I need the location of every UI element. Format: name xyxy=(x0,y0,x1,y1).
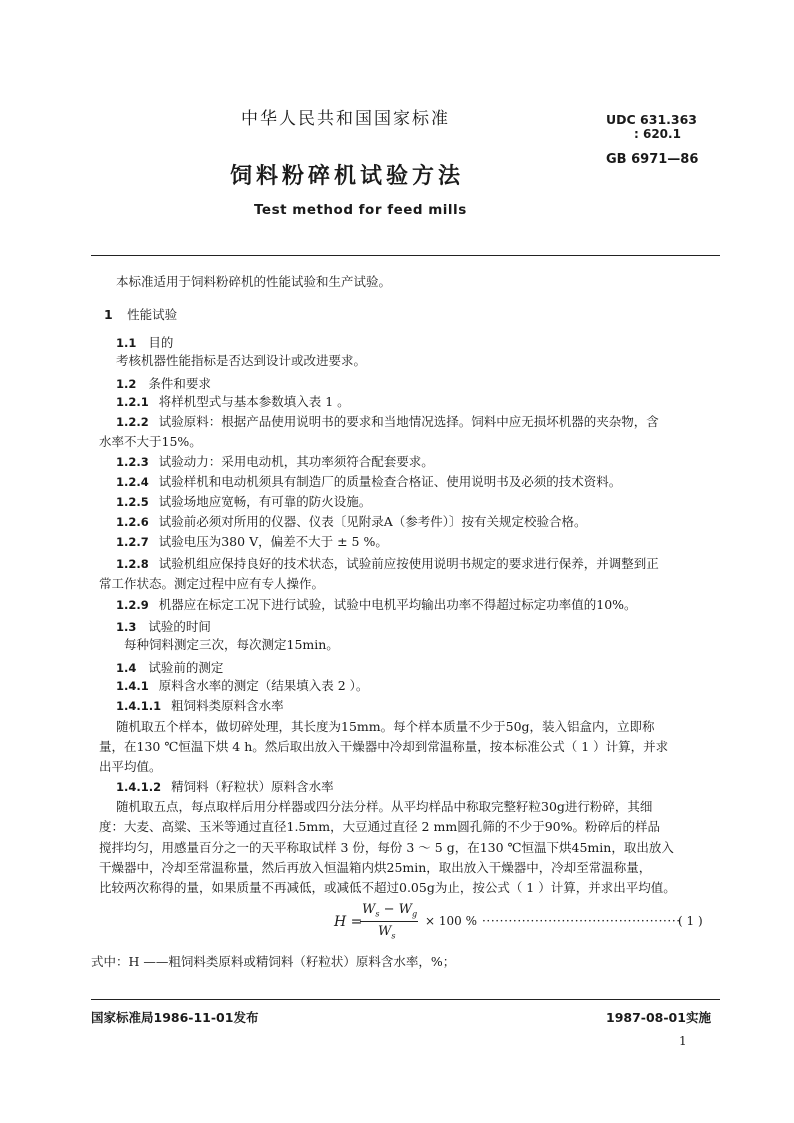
section-1-number: 1 xyxy=(104,307,113,322)
section-1-4-number: 1.4 xyxy=(116,661,137,675)
effective-date: 1987-08-01实施 xyxy=(606,1010,711,1025)
clause-text: 试验电压为380 V，偏差不大于 ± 5 %。 xyxy=(158,534,388,549)
clause-1-2-2-continued: 水率不大于15%。 xyxy=(99,434,202,449)
section-1-3-body: 每种饲料测定三次，每次测定15min。 xyxy=(124,637,339,652)
clause-number: 1.2.1 xyxy=(116,395,149,409)
formula-equation-number: ( 1 ) xyxy=(678,914,703,928)
document-title-en: Test method for feed mills xyxy=(254,202,467,218)
formula-minus: − xyxy=(383,902,395,917)
gb-number: GB 6971—86 xyxy=(606,152,699,167)
intro-text: 本标准适用于饲料粉碎机的性能试验和生产试验。 xyxy=(116,274,392,289)
clause-number: 1.2.8 xyxy=(116,557,149,571)
udc-code-line2: : 620.1 xyxy=(634,127,681,141)
clause-1-2-8-continued: 常工作状态。测定过程中应有专人操作。 xyxy=(99,576,325,591)
section-1-3-title: 试验的时间 xyxy=(148,619,211,634)
paragraph-line: 度：大麦、高粱、玉米等通过直径1.5mm，大豆通过直径 2 mm圆孔筛的不少于90%。粉碎后的样品 xyxy=(99,819,660,834)
clause-1-2-8 xyxy=(116,556,659,572)
paragraph-line: 随机取五个样本，做切碎处理，其长度为15mm。每个样本质量不少于50g，装入铝盒内，立即称 xyxy=(116,719,655,734)
clause-1-2-4 xyxy=(116,474,621,490)
clause-text: 试验场地应宽畅，有可靠的防火设施。 xyxy=(158,494,372,509)
issued-by-date: 国家标准局1986-11-01发布 xyxy=(91,1010,259,1025)
clause-number: 1.2.5 xyxy=(116,495,149,509)
clause-number: 1.4.1.1 xyxy=(116,699,162,713)
clause-number: 1.2.9 xyxy=(116,598,149,612)
section-1-1-title: 目的 xyxy=(148,335,174,350)
section-1-3-heading xyxy=(116,617,211,635)
document-title-cn: 饲料粉碎机试验方法 xyxy=(230,164,465,189)
section-1-4-title: 试验前的测定 xyxy=(148,660,224,675)
section-1-heading xyxy=(104,305,177,323)
clause-text: 机器应在标定工况下进行试验，试验中电机平均输出功率不得超过标定功率值的10%。 xyxy=(158,597,637,612)
clause-1-2-9 xyxy=(116,597,637,613)
section-1-1-body: 考核机器性能指标是否达到设计或改进要求。 xyxy=(116,353,367,368)
paragraph-line: 随机取五点，每点取样后用分样器或四分法分样。从平均样品中称取完整籽粒30g进行粉碎，其细 xyxy=(116,799,653,814)
paragraph-line: 干燥器中，冷却至常温称量，然后再放入恒温箱内烘25min，取出放入干燥器中，冷却至常温称量， xyxy=(99,860,652,875)
paragraph-line: 出平均值。 xyxy=(99,759,162,774)
footer-rule xyxy=(91,999,720,1000)
paragraph-line: 比较两次称得的量，如果质量不再减低，或减低不超过0.05g为止，按公式（ 1 ）计算，并求出平均值。 xyxy=(99,880,676,895)
clause-text: 将样机型式与基本参数填入表 1 。 xyxy=(158,394,350,409)
udc-code-line1: UDC 631.363 xyxy=(606,112,697,127)
clause-text: 原料含水率的测定（结果填入表 2 ）。 xyxy=(158,678,369,693)
section-1-2-number: 1.2 xyxy=(116,377,137,391)
formula-var-ws-den: W xyxy=(378,924,392,939)
formula-var-wg: W xyxy=(398,902,413,917)
header-rule xyxy=(91,255,720,256)
formula-var-ws: W xyxy=(362,902,376,917)
section-1-title: 性能试验 xyxy=(127,307,178,322)
clause-1-2-1 xyxy=(116,394,350,410)
clause-number: 1.2.2 xyxy=(116,415,149,429)
clause-title: 粗饲料类原料含水率 xyxy=(171,698,284,713)
clause-text: 试验机组应保持良好的技术状态，试验前应按使用说明书规定的要求进行保养，并调整到正 xyxy=(158,556,659,571)
clause-1-2-2 xyxy=(116,414,659,430)
clause-1-2-5 xyxy=(116,494,371,510)
clause-number: 1.4.1 xyxy=(116,679,149,693)
section-1-2-title: 条件和要求 xyxy=(148,376,211,391)
paragraph-line: 搅拌均匀，用感量百分之一的天平称取试样 3 份，每份 3 ～ 5 g，在130 ℃恒温下烘45min，取出放入 xyxy=(99,840,674,855)
section-1-3-number: 1.3 xyxy=(116,620,137,634)
section-1-2-heading xyxy=(116,374,211,392)
clause-number: 1.2.3 xyxy=(116,455,149,469)
formula-sub-g: g xyxy=(412,909,418,919)
section-1-1-number: 1.1 xyxy=(116,336,137,350)
formula-where-clause: 式中：H ——粗饲料类原料或精饲料（籽粒状）原料含水率，%； xyxy=(91,954,456,969)
clause-number: 1.2.6 xyxy=(116,515,149,529)
formula-sub-s: s xyxy=(375,909,380,919)
clause-title: 精饲料（籽粒状）原料含水率 xyxy=(171,779,334,794)
clause-number: 1.2.4 xyxy=(116,475,149,489)
clause-1-2-6 xyxy=(116,514,587,530)
clause-1-4-1 xyxy=(116,678,368,694)
section-1-4-heading xyxy=(116,658,223,676)
section-1-1-heading xyxy=(116,333,173,351)
formula-numerator xyxy=(362,902,417,919)
clause-1-2-7 xyxy=(116,534,388,550)
clause-number: 1.4.1.2 xyxy=(116,780,162,794)
clause-text: 试验原料：根据产品使用说明书的要求和当地情况选择。饲料中应无损坏机器的夹杂物，含 xyxy=(158,414,659,429)
clause-number: 1.2.7 xyxy=(116,535,149,549)
clause-1-2-3 xyxy=(116,454,434,470)
clause-text: 试验样机和电动机须具有制造厂的质量检查合格证、使用说明书及必须的技术资料。 xyxy=(158,474,622,489)
clause-text: 试验前必须对所用的仪器、仪表〔见附录A（参考件）〕按有关规定校验合格。 xyxy=(158,514,587,529)
formula-leader-dots: ············································· xyxy=(482,914,681,928)
standard-org-title: 中华人民共和国国家标准 xyxy=(241,109,450,129)
formula-factor: × 100 % xyxy=(425,914,477,928)
formula-fraction-bar xyxy=(360,921,418,922)
formula-denominator xyxy=(378,924,395,941)
clause-1-4-1-1-heading xyxy=(116,698,284,714)
page-number: 1 xyxy=(679,1034,687,1048)
formula-lhs: H = xyxy=(334,914,363,930)
clause-1-4-1-2-heading xyxy=(116,779,334,795)
paragraph-line: 量，在130 ℃恒温下烘 4 h。然后取出放入干燥器中冷却到常温称量，按本标准公式（ 1 ）计算，并求 xyxy=(99,739,669,754)
formula-sub-s-den: s xyxy=(391,931,396,941)
clause-text: 试验动力：采用电动机，其功率须符合配套要求。 xyxy=(158,454,434,469)
